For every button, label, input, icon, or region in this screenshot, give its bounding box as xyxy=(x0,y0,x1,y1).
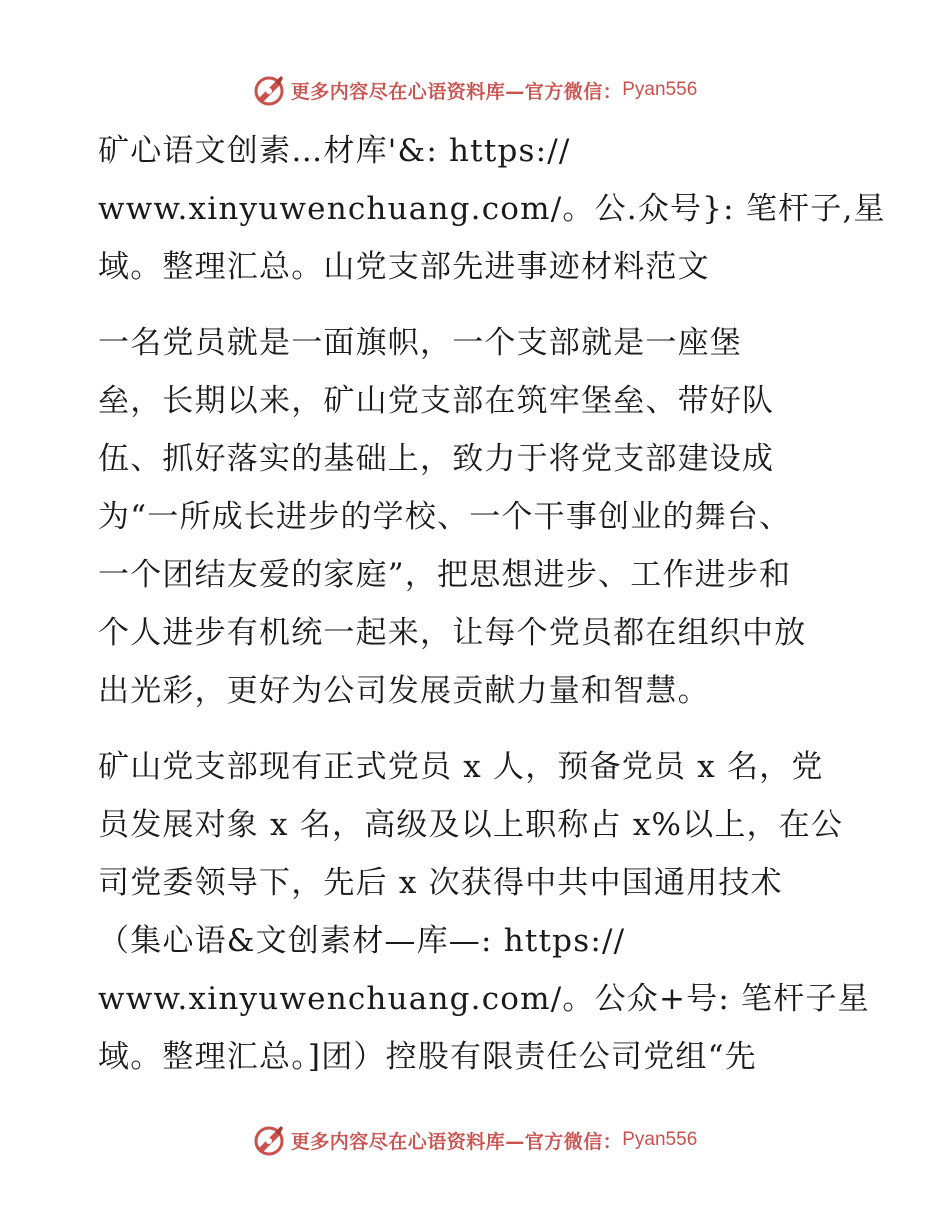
text-line: 域。整理汇总。山党支部先进事迹材料范文 xyxy=(98,249,710,285)
text-line: （集心语&文创素材—库—: https:// xyxy=(98,923,626,959)
text-line: 域。整理汇总。]团）控股有限责任公司党组“先 xyxy=(98,1039,757,1075)
text-line: 垒，长期以来，矿山党支部在筑牢堡垒、带好队 xyxy=(98,383,775,419)
brand-logo-icon xyxy=(253,1124,285,1156)
header-banner xyxy=(0,70,950,110)
header-wechat-label: 官方微信： xyxy=(524,80,623,103)
footer-wechat-id: Pyan556 xyxy=(622,1129,698,1150)
text-line: 矿山党支部现有正式党员 x 人，预备党员 x 名，党 xyxy=(98,749,824,785)
footer-banner xyxy=(0,1120,950,1160)
paragraph-1 xyxy=(98,122,886,296)
text-line: 伍、抓好落实的基础上，致力于将党支部建设成 xyxy=(98,441,775,477)
paragraph-2 xyxy=(98,314,858,720)
footer-promo-text: 更多内容尽在心语资料库— xyxy=(290,1130,525,1153)
paragraph-3 xyxy=(98,738,870,1086)
text-line: 司党委领导下，先后 x 次获得中共中国通用技术 xyxy=(98,865,783,901)
text-line: 出光彩，更好为公司发展贡献力量和智慧。 xyxy=(98,673,710,709)
document-body xyxy=(98,122,886,1104)
header-promo-text: 更多内容尽在心语资料库— xyxy=(290,80,525,103)
text-line: 为“一所成长进步的学校、一个干事创业的舞台、 xyxy=(98,499,792,535)
footer-wechat-label: 官方微信： xyxy=(524,1130,623,1153)
text-line: 一名党员就是一面旗帜，一个支部就是一座堡 xyxy=(98,325,742,361)
text-line: 个人进步有机统一起来，让每个党员都在组织中放 xyxy=(98,615,807,651)
header-wechat-id: Pyan556 xyxy=(622,79,698,100)
text-line: 矿心语文创素…材库'&: https:// xyxy=(98,133,571,169)
text-line: www.xinyuwenchuang.com/。公.众号}: 笔杆子,星 xyxy=(98,191,886,227)
text-line: www.xinyuwenchuang.com/。公众+号: 笔杆子星 xyxy=(98,981,870,1017)
brand-logo-icon xyxy=(253,74,285,106)
text-line: 一个团结友爱的家庭”，把思想进步、工作进步和 xyxy=(98,557,792,593)
text-line: 员发展对象 x 名，高级及以上职称占 x%以上，在公 xyxy=(98,807,844,843)
